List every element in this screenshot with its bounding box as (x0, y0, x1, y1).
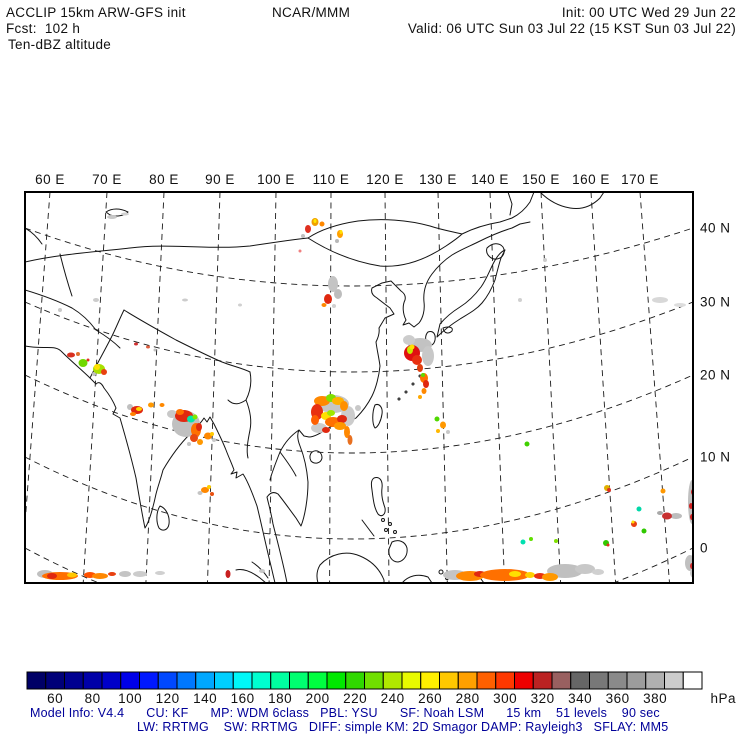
lat-tick-label: 0 (700, 540, 709, 556)
lon-tick-label: 170 E (621, 172, 659, 187)
map-frame (25, 192, 693, 583)
colorbar-tick-label: 120 (155, 691, 180, 706)
lat-tick-label: 20 N (700, 367, 731, 383)
colorbar-tick-label: 180 (268, 691, 293, 706)
coastlines (25, 192, 604, 583)
lat-tick-label: 30 N (700, 294, 731, 310)
lon-tick-label: 160 E (572, 172, 610, 187)
colorbar-tick-label: 280 (455, 691, 480, 706)
colorbar-tick-label: 140 (193, 691, 218, 706)
colorbar-tick-label: 260 (418, 691, 443, 706)
lon-tick-label: 60 E (35, 172, 65, 187)
colorbar-tick-label: 220 (343, 691, 368, 706)
colorbar-tick-label: 100 (118, 691, 143, 706)
colorbar-tick-label: 80 (84, 691, 101, 706)
valid-time-label: Valid: 06 UTC Sun 03 Jul 22 (15 KST Sun 03 Jul 22) (407, 21, 736, 36)
colorbar-tick-label: 200 (305, 691, 330, 706)
lon-tick-label: 70 E (92, 172, 122, 187)
lon-tick-label: 90 E (205, 172, 235, 187)
plot-title: ACCLIP 15km ARW-GFS init (6, 5, 186, 20)
colorbar-unit-label: hPa (710, 691, 736, 706)
echo-top-patches (37, 213, 698, 582)
colorbar-tick-label: 240 (380, 691, 405, 706)
colorbar-tick-label: 360 (605, 691, 630, 706)
colorbar-tick-label: 320 (530, 691, 555, 706)
lon-tick-label: 140 E (471, 172, 509, 187)
model-info-line2: LW: RRTMG SW: RRTMG DIFF: simple KM: 2D Smagor DAMP: Rayleigh3 SFLAY: MM5 (137, 720, 669, 734)
org-label: NCAR/MMM (272, 5, 351, 20)
colorbar-tick-label: 340 (568, 691, 593, 706)
forecast-hour-label: Fcst: 102 h (6, 21, 81, 36)
colorbar-tick-label: 60 (47, 691, 64, 706)
field-name-label: Ten-dBZ altitude (8, 37, 112, 52)
lat-tick-label: 10 N (700, 449, 731, 465)
lon-tick-label: 100 E (257, 172, 295, 187)
colorbar-tick-label: 300 (493, 691, 518, 706)
lon-tick-label: 150 E (522, 172, 560, 187)
lon-tick-label: 80 E (149, 172, 179, 187)
colorbar-tick-label: 160 (230, 691, 255, 706)
model-info-line1: Model Info: V4.4 CU: KF MP: WDM 6class PBL: YSU SF: Noah LSM 15 km 51 levels 90 sec (30, 706, 660, 720)
lon-tick-label: 130 E (419, 172, 457, 187)
lon-tick-label: 120 E (366, 172, 404, 187)
lat-tick-label: 40 N (700, 220, 731, 236)
lon-tick-label: 110 E (312, 172, 350, 187)
init-time-label: Init: 00 UTC Wed 29 Jun 22 (561, 5, 736, 20)
colorbar-tick-label: 380 (643, 691, 668, 706)
